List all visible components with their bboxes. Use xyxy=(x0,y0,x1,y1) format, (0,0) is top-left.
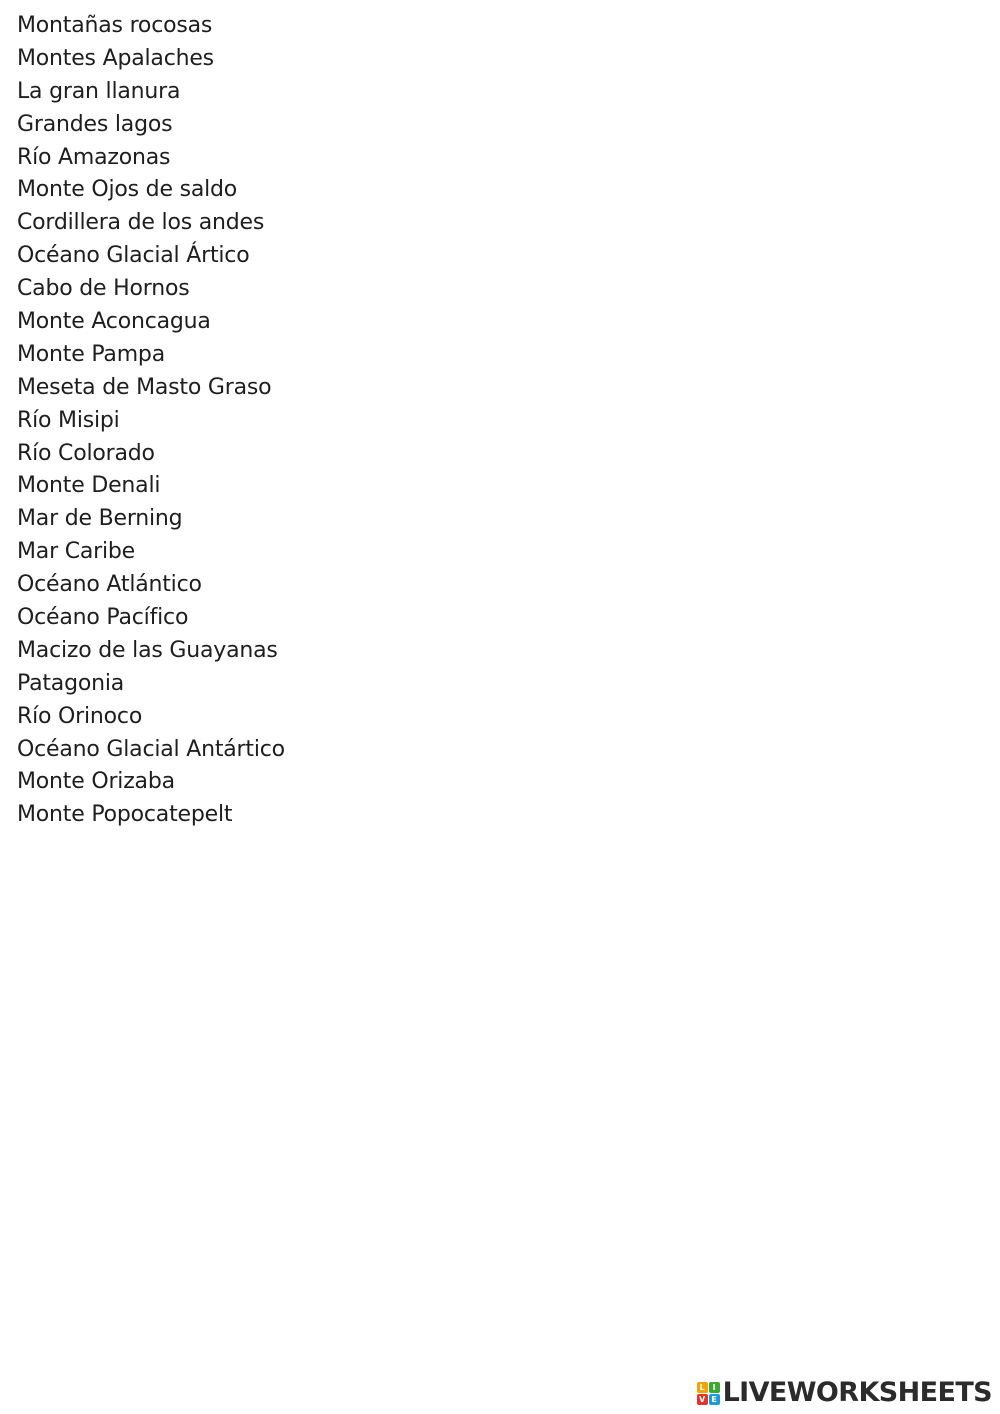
term-item: Monte Aconcagua xyxy=(17,309,211,335)
term-item: Océano Atlántico xyxy=(17,572,202,598)
logo-tile-i: I xyxy=(709,1382,720,1393)
logo-wordmark: LIVEWORKSHEETS xyxy=(722,1377,992,1408)
term-item: Río Misipi xyxy=(17,407,120,433)
logo-tile-v: V xyxy=(697,1394,708,1405)
term-item: Océano Pacífico xyxy=(17,605,189,631)
term-item: Monte Orizaba xyxy=(17,769,175,795)
term-item: Océano Glacial Antártico xyxy=(17,736,285,762)
term-item: Río Amazonas xyxy=(17,144,171,170)
term-item: La gran llanura xyxy=(17,78,181,104)
term-item: Monte Ojos de saldo xyxy=(17,177,238,203)
term-item: Montes Apalaches xyxy=(17,45,214,71)
term-item: Macizo de las Guayanas xyxy=(17,637,278,663)
term-item: Río Orinoco xyxy=(17,703,143,729)
term-item: Montañas rocosas xyxy=(17,13,213,38)
liveworksheets-logo xyxy=(697,1378,992,1408)
liveworksheets-logo-icon xyxy=(697,1382,720,1405)
term-item: Océano Glacial Ártico xyxy=(17,243,250,269)
term-list xyxy=(17,10,285,832)
term-item: Monte Pampa xyxy=(17,341,165,367)
term-item: Cordillera de los andes xyxy=(17,210,265,236)
term-item: Patagonia xyxy=(17,670,125,696)
logo-tile-e: E xyxy=(709,1394,720,1405)
logo-tile-l: L xyxy=(697,1382,708,1393)
term-item: Mar Caribe xyxy=(17,539,136,565)
term-item: Río Colorado xyxy=(17,440,155,466)
term-item: Monte Popocatepelt xyxy=(17,802,233,828)
term-item: Cabo de Hornos xyxy=(17,276,190,302)
term-item: Mar de Berning xyxy=(17,506,183,532)
term-item: Meseta de Masto Graso xyxy=(17,374,272,400)
term-item: Monte Denali xyxy=(17,473,161,499)
term-item: Grandes lagos xyxy=(17,111,173,137)
